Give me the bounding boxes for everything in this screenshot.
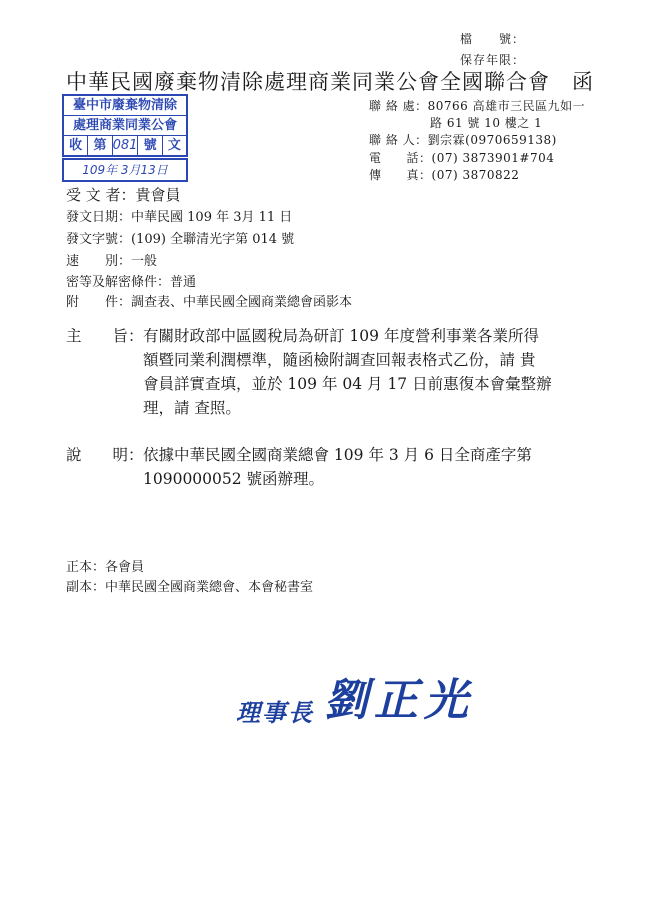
stamp-number: 081 xyxy=(112,138,138,153)
speed-row xyxy=(66,250,157,269)
issue-number-row xyxy=(66,228,294,247)
attachment-row xyxy=(66,291,352,310)
doc-type: 函 xyxy=(572,70,594,94)
recipient-label: 受 文 者： xyxy=(66,186,136,204)
person-value: 劉宗霖(0970659138) xyxy=(427,133,557,147)
contact-person xyxy=(369,131,557,148)
original-value: 各會員 xyxy=(105,560,145,575)
issue-date-row xyxy=(66,206,292,225)
explanation-label: 說 明： xyxy=(66,446,144,464)
signature xyxy=(236,664,474,728)
contact-address xyxy=(369,97,585,114)
subject-line4: 理，請 查照。 xyxy=(143,399,241,417)
original-label: 正本： xyxy=(66,560,106,575)
document-title xyxy=(66,66,594,96)
stamp-receive-char: 收 xyxy=(64,136,88,155)
issue-number-label: 發文字號： xyxy=(66,232,132,247)
fax-value: (07) 3870822 xyxy=(431,168,520,182)
contact-fax xyxy=(369,166,519,183)
signature-name: 劉正光 xyxy=(324,675,474,726)
retention-label: 保存年限： xyxy=(460,53,526,67)
subject-label: 主 旨： xyxy=(66,327,144,345)
address-label: 聯 絡 處： xyxy=(369,99,428,113)
secrecy-value: 普通 xyxy=(170,275,197,290)
signature-title: 理事長 xyxy=(236,698,314,727)
subject-line1-row xyxy=(66,324,539,346)
org-name: 中華民國廢棄物清除處理商業同業公會全國聯合會 xyxy=(66,70,550,94)
speed-value: 一般 xyxy=(131,254,158,269)
copy-recipients-row xyxy=(66,576,313,595)
address-line1: 80766 高雄市三民區九如一 xyxy=(427,99,586,113)
contact-phone xyxy=(369,149,554,166)
original-recipients-row xyxy=(66,556,144,575)
stamp-wen-char: 文 xyxy=(167,138,181,153)
attachment-value: 調查表、中華民國全國商業總會函影本 xyxy=(131,295,353,310)
fax-label: 傳 真： xyxy=(369,168,432,182)
attachment-label: 附 件： xyxy=(66,295,132,310)
explanation-line2: 1090000052 號函辦理。 xyxy=(143,470,325,488)
address-line2: 路 61 號 10 樓之 1 xyxy=(430,116,543,130)
explanation-line1-row xyxy=(66,443,532,465)
recipient-value: 貴會員 xyxy=(135,186,181,204)
recipient-row xyxy=(66,184,181,205)
copy-label: 副本： xyxy=(66,580,106,595)
secrecy-label: 密等及解密條件： xyxy=(66,275,171,290)
speed-label: 速 別： xyxy=(66,254,132,269)
stamp-hao-char: 號 xyxy=(138,136,162,155)
secrecy-row xyxy=(66,271,196,290)
person-label: 聯 絡 人： xyxy=(369,133,428,147)
stamp-number-row xyxy=(64,136,186,155)
receipt-stamp xyxy=(62,94,188,157)
phone-label: 電 話： xyxy=(369,151,432,165)
issue-date-value: 中華民國 109 年 3月 11 日 xyxy=(131,210,293,225)
issue-date-label: 發文日期： xyxy=(66,210,132,225)
stamp-line1: 臺中市廢棄物清除 xyxy=(64,96,186,116)
stamp-date: 109年 3月13日 xyxy=(62,158,188,182)
stamp-line2: 處理商業同業公會 xyxy=(64,116,186,136)
subject-line3: 會員詳實查填，並於 109 年 04 月 17 日前惠復本會彙整辦 xyxy=(143,375,552,393)
stamp-di-char: 第 xyxy=(88,136,112,155)
phone-value: (07) 3873901#704 xyxy=(431,151,555,165)
subject-line1: 有關財政部中區國稅局為研訂 109 年度營利事業各業所得 xyxy=(143,327,539,345)
issue-number-value: (109) 全聯清光字第 014 號 xyxy=(131,232,295,247)
copy-value: 中華民國全國商業總會、本會秘書室 xyxy=(105,580,314,595)
explanation-line1: 依據中華民國全國商業總會 109 年 3 月 6 日全商產字第 xyxy=(143,446,532,464)
subject-line2: 額暨同業利潤標準，隨函檢附調查回報表格式乙份，請 貴 xyxy=(143,351,536,369)
file-number-label: 檔 號： xyxy=(460,32,526,46)
